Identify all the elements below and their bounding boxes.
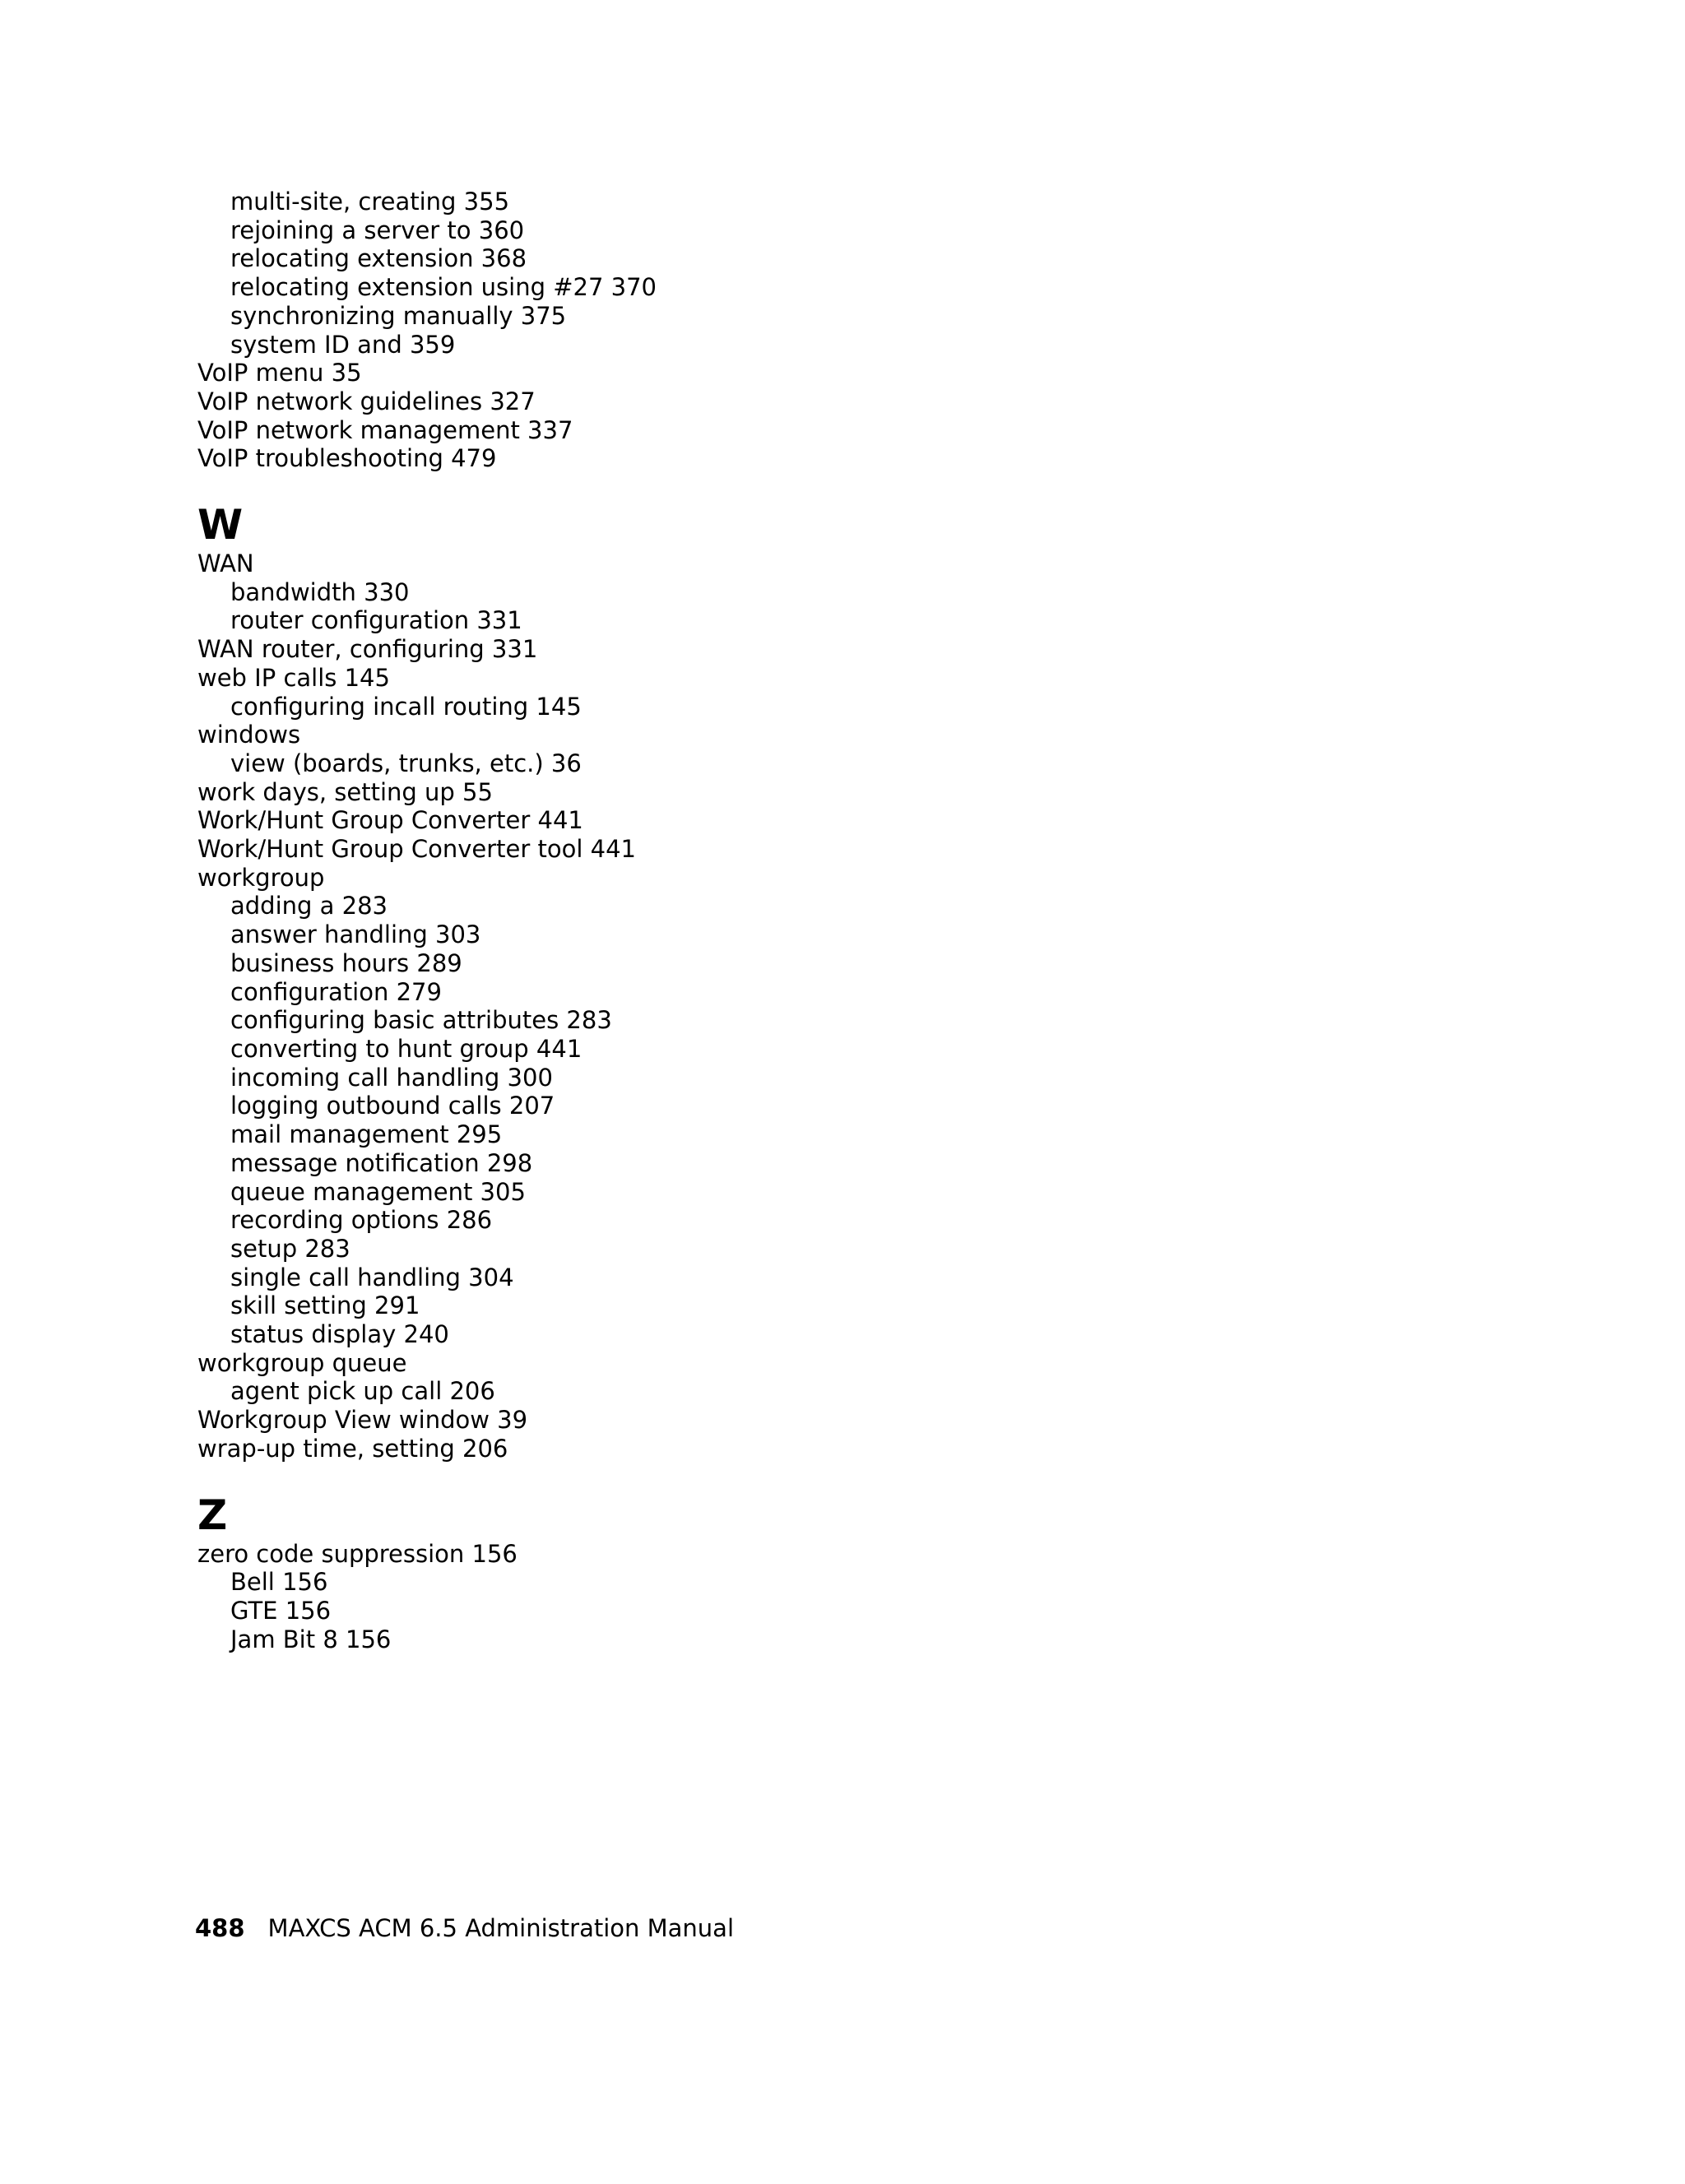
index-subentry: business hours 289 <box>230 948 462 977</box>
index-subentry: incoming call handling 300 <box>230 1063 553 1092</box>
index-entry: WAN <box>197 549 254 578</box>
page-footer <box>195 1913 734 1943</box>
index-subentry: answer handling 303 <box>230 920 481 949</box>
index-subentry: setup 283 <box>230 1234 350 1263</box>
index-subentry: status display 240 <box>230 1320 449 1349</box>
section-letter-z: Z <box>197 1491 228 1539</box>
section-letter-w: W <box>197 501 244 549</box>
index-entry: work days, setting up 55 <box>197 777 493 806</box>
index-entry: zero code suppression 156 <box>197 1539 518 1568</box>
index-entry: WAN router, configuring 331 <box>197 635 538 664</box>
page-number: 488 <box>195 1914 245 1942</box>
index-subentry: queue management 305 <box>230 1177 526 1206</box>
index-subentry: relocating extension using #27 370 <box>230 273 657 302</box>
index-subentry: logging outbound calls 207 <box>230 1092 555 1120</box>
index-entry: windows <box>197 721 301 749</box>
index-entry: wrap-up time, setting 206 <box>197 1434 508 1463</box>
index-subentry: agent pick up call 206 <box>230 1377 495 1406</box>
index-subentry: message notification 298 <box>230 1148 533 1177</box>
index-subentry: configuring incall routing 145 <box>230 692 582 721</box>
index-entry: VoIP troubleshooting 479 <box>197 444 497 473</box>
index-entry: workgroup <box>197 863 325 892</box>
index-column <box>197 188 938 1653</box>
index-subentry: mail management 295 <box>230 1120 503 1149</box>
index-subentry: converting to hunt group 441 <box>230 1034 583 1063</box>
index-subentry: multi-site, creating 355 <box>230 188 510 216</box>
index-subentry: GTE 156 <box>230 1596 332 1625</box>
index-subentry: single call handling 304 <box>230 1263 514 1291</box>
index-subentry: system ID and 359 <box>230 330 456 359</box>
index-subentry: synchronizing manually 375 <box>230 301 567 330</box>
manual-title: MAXCS ACM 6.5 Administration Manual <box>267 1914 734 1942</box>
index-subentry: adding a 283 <box>230 892 388 920</box>
index-entry: VoIP menu 35 <box>197 359 362 387</box>
index-entry: Work/Hunt Group Converter 441 <box>197 806 583 835</box>
index-entry: web IP calls 145 <box>197 663 390 692</box>
index-subentry: router configuration 331 <box>230 606 522 635</box>
section-w <box>197 500 938 1463</box>
index-subentry: configuring basic attributes 283 <box>230 1006 612 1035</box>
index-entry: VoIP network guidelines 327 <box>197 387 536 415</box>
index-entry: Workgroup View window 39 <box>197 1406 528 1435</box>
index-subentry: bandwidth 330 <box>230 577 410 606</box>
section-z <box>197 1491 938 1654</box>
index-subentry: Jam Bit 8 156 <box>230 1625 392 1653</box>
index-subentry: relocating extension 368 <box>230 244 527 273</box>
continued-entries <box>197 188 938 473</box>
index-subentry: Bell 156 <box>230 1568 328 1597</box>
index-subentry: rejoining a server to 360 <box>230 216 525 244</box>
index-subentry: configuration 279 <box>230 977 442 1006</box>
index-entry: workgroup queue <box>197 1348 407 1377</box>
index-subentry: recording options 286 <box>230 1206 493 1235</box>
index-subentry: view (boards, trunks, etc.) 36 <box>230 749 582 777</box>
index-entry: VoIP network management 337 <box>197 415 573 444</box>
index-subentry: skill setting 291 <box>230 1291 420 1320</box>
index-entry: Work/Hunt Group Converter tool 441 <box>197 835 637 864</box>
